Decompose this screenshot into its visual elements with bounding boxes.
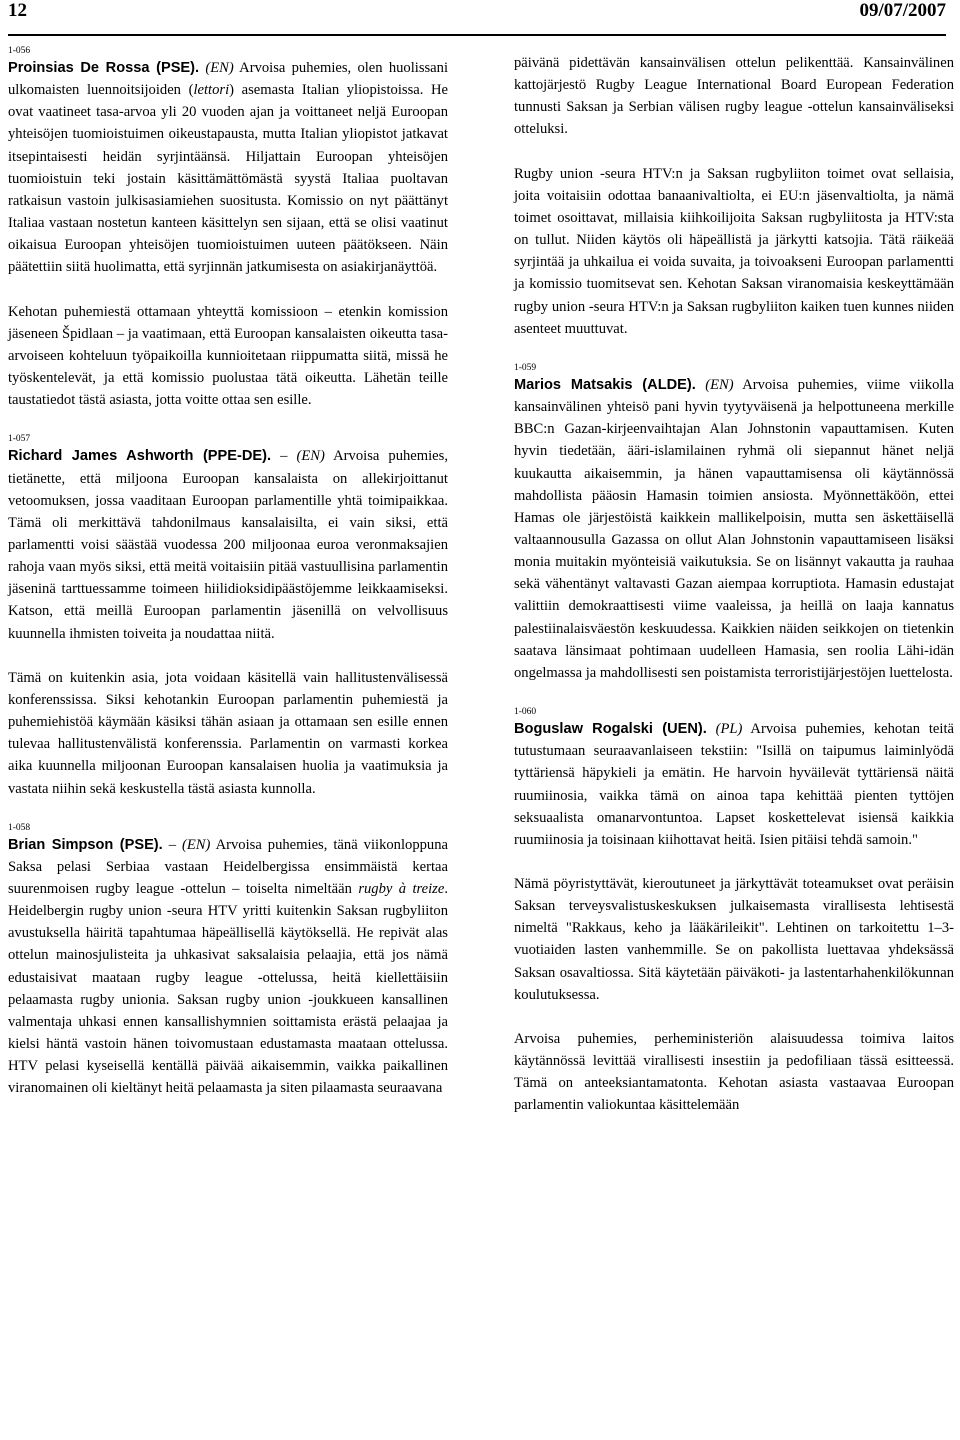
speech-paragraph <box>514 374 954 684</box>
language-tag: – (EN) <box>280 448 325 465</box>
speech-paragraph <box>8 445 448 644</box>
speech-text: Arvoisa puhemies, viime viikolla kansainvälinen yhteisö pani hyvin tyytyväisenä ja helpottuneena merkille BBC:n Gazan-kirjeenvaihtajan Alan Johnstonin vapauttamisen. Kuten hyvin tiedetään, ääri-islamilainen ryhmä oli siepannut hänet neljä kuukautta aikaisemmin, ja hänen vapauttamisensa oli käytännössä mahdollista pääosin Hamasin toimien ansiosta. Myönnettäköön, ettei Hamas ole järjestöistä kaikkein mallikelpoisin, mutta sen äskettäisellä valtaannousulla Gazassa on ollut Alan Johnstonin vapauttamiseen lisäksi monia muitakin myönteisiä vaikutuksia. Se on lisännyt vakautta ja rauhaa sekä vähentänyt valtavasti Gazan aiempaa korruptiota. Hamasin edustajat valittiin demokraattisesti viime vaaleissa, ja heillä on laaja kannatus palestiinalaisväestön keskuudessa. Kaikkien näiden seikkojen on tietenkin saatava länsimaat pohtimaan uudelleen Hamasia, sen roolia Lähi-idän ongelmassa ja mahdollisesti sen poistamista terroristijärjestöjen luettelosta. <box>514 376 954 681</box>
speaker-name: Boguslaw Rogalski (UEN). <box>514 721 707 738</box>
speech-text: ) asemasta Italian yliopistoissa. He ovat vaatineet tasa-arvoa yli 20 vuoden ajan ja voittaneet neljä Euroopan yhteisöjen tuomioistuimen oikeustapausta, mutta Italian yliopistot jatkavat itsepintaisesti heidän syrjintäänsä. Hiljattain Euroopan yhteisöjen tuomioistuin teki jostain käsittämättömästä syystä Italiaa puoltavan ratkaisun vastoin julkisasiamiehen suositusta. Komissio on nyt päättänyt Italiaa vastaan nostetun kanteen käsittelyn sen sijaan, että se olisi vaatinut oikaisua Euroopan yhteisöjen tuomioistuimen uuteen päätökseen. Näin päätettiin siitä huolimatta, että syrjinnän jatkumisesta on asiakirjanäyttöä. <box>8 82 448 276</box>
speech-paragraph <box>8 57 448 279</box>
speech-text: . Heidelbergin rugby union -seura HTV yritti kuitenkin Saksan rugbyliiton avustuksella häiritä tapahtumaa häpeällisellä käytöksellä. He repivät alas ottelun mainosjulisteita ja uhkasivat saksalaisia pelaajia, että jos nämä edustaisivat maataan rugby league -ottelussa, heitä kiellettäisiin pelaamasta rugby unionia. Saksan rugby union -joukkueen kansallinen valmentaja uhkasi ennen kansallishymnien soittamista erästä pelaajaa ja kielsi häntä vastoin hänen toivomustaan edustamasta maataan ottelussa. HTV pelasi kyseisellä kentällä päivää aikaisemmin, vaikka paikallinen viranomainen oli kieltänyt heitä pelaamasta ja siten pilaamasta seuraavana <box>8 881 448 1097</box>
speech-text: Arvoisa puhemies, tänä viikonloppuna Saksa pelasi Serbiaa vastaan Heidelbergissa ensimmäistä kertaa suurenmoisen rugby league -ottelun – toiselta nimeltään <box>8 836 448 897</box>
left-column <box>8 45 448 1100</box>
page-number: 12 <box>8 0 27 21</box>
speech-paragraph <box>514 718 954 851</box>
italic-term: lettori <box>193 82 230 99</box>
item-number: 1-058 <box>8 822 31 833</box>
right-column <box>514 52 954 1117</box>
speech-paragraph: Tämä on kuitenkin asia, jota voidaan käsitellä vain hallitustenvälisessä konferenssissa. Siksi kehotankin Euroopan parlamentin puhemiestä ja puhemiehistöä käymään käsiksi tähän asiaan ja ottamaan sen esille ennen tulevaa hallitustenvälistä konferenssia. Parlamentin on varmasti korkea aika kuunnella miljoonan Euroopan kansalaisen huolia ja vaatimuksia ja vastata niihin sekä keskustella tästä asiasta kunnolla. <box>8 669 448 797</box>
speech-paragraph: Kehotan puhemiestä ottamaan yhteyttä komissioon – etenkin komission jäseneen Špidlaan – ja vaatimaan, että Euroopan kansalaisten oikeutta tasa-arvoiseen kohteluun työpaikoilla kunnioitetaan riippumatta siitä, missä he työskentelevät, ja että komissio puolustaa tätä oikeutta. Lähetän teille taustatiedot tästä asiasta, jotta voitte ottaa sen esille. <box>8 303 448 409</box>
speech-text: Arvoisa puhemies, olen huolissani ulkomaisten luennoitsijoiden ( <box>8 60 449 99</box>
language-tag: – (EN) <box>168 836 211 853</box>
speech-paragraph: Arvoisa puhemies, perheministeriön alaisuudessa toimiva laitos käytännössä levittää virallisesti insestiin ja pedofiliaan tässä esitteessä. Tämä on anteeksiantamatonta. Kehotan asiasta vastaavaa Euroopan parlamentin valiokuntaa käsittelemään <box>514 1030 954 1114</box>
speech-paragraph: Nämä pöyristyttävät, kieroutuneet ja järkyttävät toteamukset ovat peräisin Saksan terveysvalistuskeskuksen julkaisemasta virallisesta lehtisestä nimeltä "Rakkaus, keho ja lääkärileikit". Lehtinen on tarkoitettu 1–3-vuotiaiden lasten vanhemmille. Se on pakollista luettavaa yhdeksässä Saksan osavaltiossa. Sitä käytetään päiväkoti- ja lastentarhahenkilökunnan koulutuksessa. <box>514 876 954 1003</box>
speech-paragraph: Rugby union -seura HTV:n ja Saksan rugbyliiton toimet ovat sellaisia, joita voitaisiin odottaa banaanivaltiolta, ei EU:n jäsenvaltiolta, ja nämä toimet osoittavat, millaisia kiihkoilijoita Saksan rugbyliitosta ja HTV:sta on tullut. Niiden käytös oli häpeällistä ja järkytti katsojia. Tätä räikeää syrjintää ja uhkailua ei voida suvaita, ja toivoakseni Euroopan parlamentti ja komissio tuomitsevat sen. Kehotan Saksan viranomaisia keskeyttämään rugby union -seura HTV:n ja Saksan rugbyliiton kaiken tuen kunnes niiden asenteet muuttuvat. <box>514 165 954 337</box>
speaker-name: Richard James Ashworth (PPE-DE). <box>8 448 272 465</box>
item-number: 1-059 <box>514 362 537 373</box>
page-date: 09/07/2007 <box>859 0 946 21</box>
item-number: 1-056 <box>8 46 31 56</box>
italic-term: rugby à treize <box>358 881 445 897</box>
speech-text: Arvoisa puhemies, tietänette, että miljoona Euroopan kansalaista on allekirjoittanut vetoomuksen, jossa vaaditaan Euroopan parlamentille yhtä toimipaikkaa. Tämä oli merkittävä tahdonilmaus kansalaisilta, ei vain siksi, että parlamentti voisi säästää vuodessa 200 miljoonaa euroa veronmaksajien rahoja vaan myös siksi, että meitä voitaisiin pitää vastuullisina parlamentin jäseninä tarttuessamme toimeen hiilidioksidipäästöjemme leikkaamiseksi. Katson, että meillä Euroopan parlamentin jäsenillä on velvollisuus kuunnella ihmisten toiveita ja noudattaa niitä. <box>8 448 448 642</box>
speech-paragraph <box>8 834 448 1100</box>
language-tag: (EN) <box>205 60 234 76</box>
speaker-name: Proinsias De Rossa (PSE). <box>8 60 200 76</box>
speech-text: Arvoisa puhemies, kehotan teitä tutustumaan seuraavanlaiseen tekstiin: "Isillä on taipumus laiminlyödä tyttäriensä häpykieli ja emätin. He harvoin hyväilevät tyttäriensä näitä ruumiinosia, vaikka tämä on ainoa tapa kehittää pienten tyttöjen seksuaalista omanarvontuntoa. Lapset koskettelevat isiensä kaikkia ruumiinosia ja toisinaan kiihottavat heitä. Isien pitäisi tehdä samoin." <box>514 721 954 848</box>
speech-paragraph: päivänä pidettävän kansainvälisen ottelun pelikenttää. Kansainvälinen kattojärjestö Rugby League International Board European Federation tunnusti Saksan ja Serbian välisen rugby league -ottelun kansainväliseksi otteluksi. <box>514 55 954 138</box>
page-header <box>8 0 946 36</box>
speaker-name: Marios Matsakis (ALDE). <box>514 376 696 393</box>
item-number: 1-060 <box>514 707 537 718</box>
language-tag: (EN) <box>705 376 734 393</box>
item-number: 1-057 <box>8 434 31 445</box>
language-tag: (PL) <box>715 721 743 738</box>
speaker-name: Brian Simpson (PSE). <box>8 836 163 853</box>
